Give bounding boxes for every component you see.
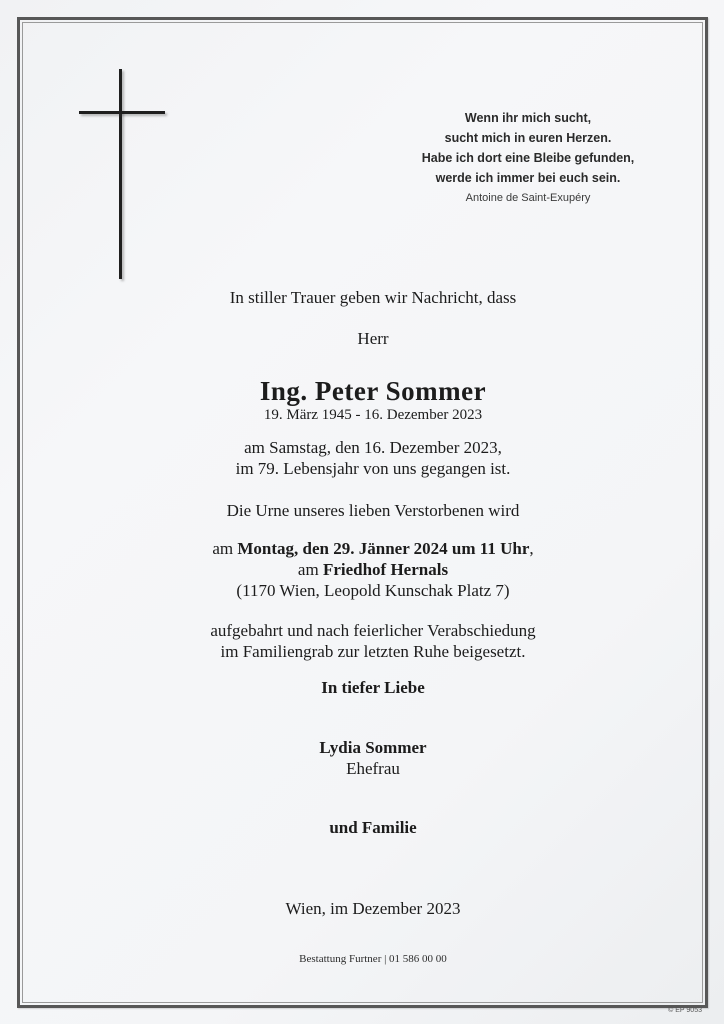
quote-line: Habe ich dort eine Bleibe gefunden, [421,151,635,165]
funeral-home-line: Bestattung Furtner | 01 586 00 00 [299,953,447,965]
mourner-relation: Ehefrau [346,759,400,778]
cross-vertical-bar [119,69,122,279]
mourner-block [22,817,724,838]
burial-line: aufgebahrt und nach feierlicher Verabschiedung [210,621,536,640]
salutation: Herr [357,329,389,348]
cross-horizontal-bar [79,111,165,114]
intro-line: In stiller Trauer geben wir Nachricht, dass [229,288,517,307]
print-code: © EP 9053 [668,1007,702,1014]
mourner-name: und Familie [329,818,417,837]
ceremony-location: Friedhof Hernals [322,560,449,579]
memorial-quote [398,108,658,208]
quote-attribution: Antoine de Saint-Exupéry [465,192,591,204]
burial-paragraph [22,620,724,662]
deceased-name-block [22,376,724,425]
life-dates: 19. März 1945 - 16. Dezember 2023 [263,407,483,423]
closing-line: In tiefer Liebe [321,678,425,697]
death-line: im 79. Lebensjahr von uns gegangen ist. [235,459,511,478]
ceremony-prefix: am [212,539,238,558]
quote-line: Wenn ihr mich sucht, [464,111,592,125]
ceremony-prefix: am [297,560,323,579]
ceremony-address: (1170 Wien, Leopold Kunschak Platz 7) [236,581,510,600]
cross-icon [79,69,165,279]
ceremony-location-line [22,559,724,580]
urn-line: Die Urne unseres lieben Verstorbenen wird [226,501,520,520]
deceased-name: Ing. Peter Sommer [259,376,487,406]
quote-line: werde ich immer bei euch sein. [435,171,621,185]
place-date-line: Wien, im Dezember 2023 [285,899,461,918]
mourner-name: Lydia Sommer [319,738,427,757]
quote-line: sucht mich in euren Herzen. [444,131,612,145]
ceremony-suffix: , [529,539,534,558]
death-line: am Samstag, den 16. Dezember 2023, [244,438,502,457]
mourner-block [22,737,724,779]
burial-line: im Familiengrab zur letzten Ruhe beigesetzt. [220,642,526,661]
ceremony-paragraph [22,538,724,601]
death-paragraph [22,437,724,479]
ceremony-datetime-line [22,538,724,559]
ceremony-datetime: Montag, den 29. Jänner 2024 um 11 Uhr [237,539,530,558]
